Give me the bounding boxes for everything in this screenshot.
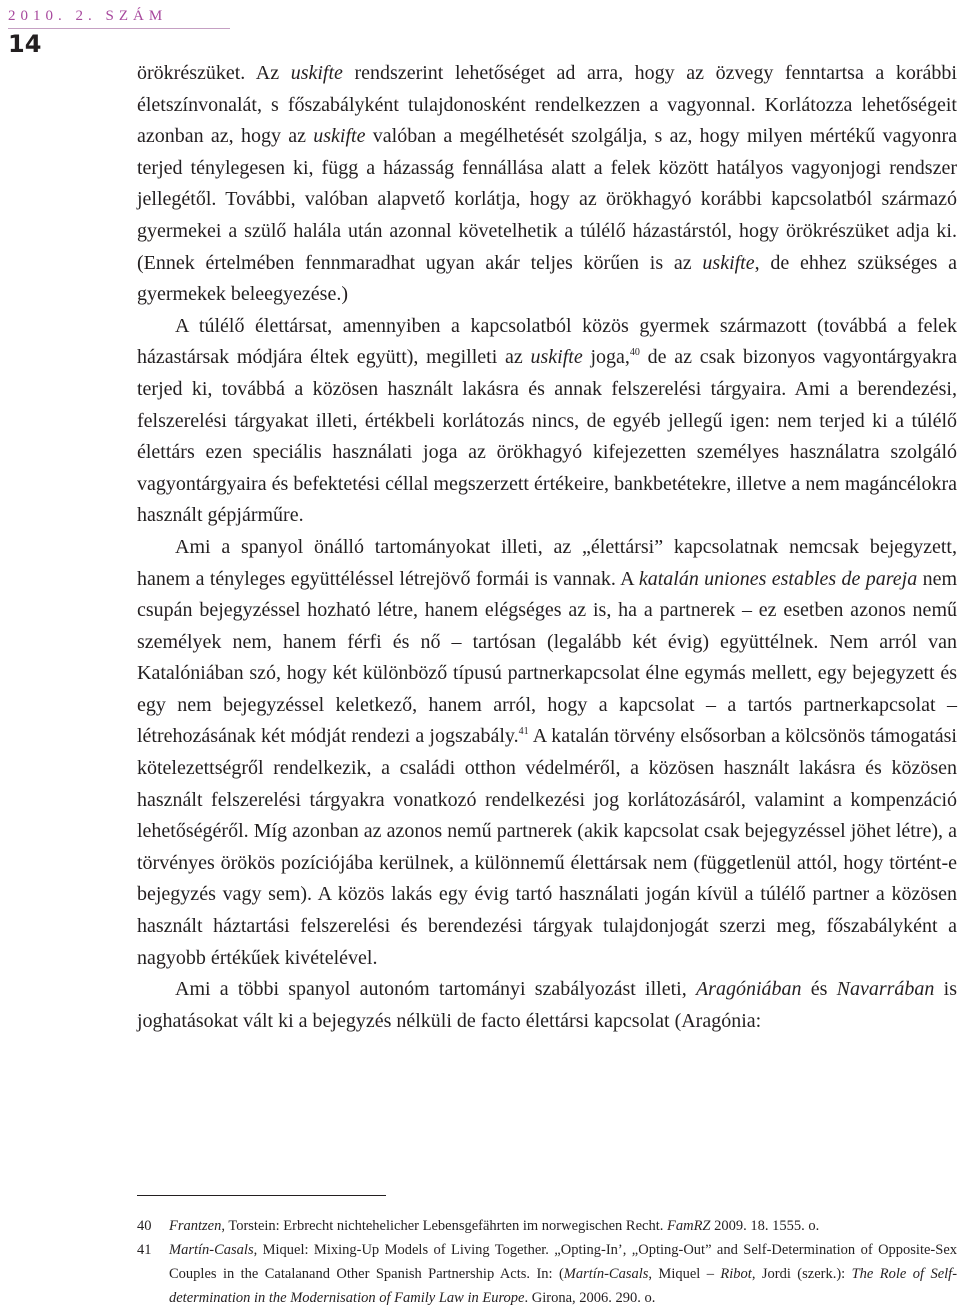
text-span: joga, — [582, 346, 630, 369]
italic-term: Aragóniában — [695, 978, 802, 1001]
page-number: 14 — [8, 30, 42, 58]
italic-term: uskifte — [290, 62, 343, 84]
text-span: Ami a spanyol önálló tartományokat illeti, az „élettársi” kapcsolatnak nemcsak bejegyzett, hanem a tényleges együttéléssel létrejövő formái is vannak. A — [137, 535, 957, 590]
paragraph-3 — [137, 532, 957, 974]
paragraph-1 — [137, 58, 957, 311]
book-title: The Role of Self-determination in the Modernisation of Family Law in Europe — [169, 1266, 958, 1306]
footnote-rule — [137, 1195, 386, 1196]
author-name: Frantzen — [169, 1218, 222, 1234]
text-span: A túlélő élettársat, amennyiben a kapcsolatból közös gyermek származott (továbbá a felek házastársak módjára éltek együtt), megilleti az — [137, 314, 957, 369]
text-span: . Girona, 2006. 290. o. — [524, 1290, 656, 1306]
text-span: rendszerint lehetőséget ad arra, hogy az özvegy fenntartsa a korábbi életszínvonalát, s főszabályként tulajdonosként rendelkezzen a vagyonnal. Korlátozza lehetőségeit azonban az, hogy az — [137, 62, 957, 148]
italic-term: uskifte — [530, 346, 583, 369]
editor-name: Martín-Casals — [563, 1266, 649, 1282]
text-span: valóban a megélhetését szolgálja, s az, hogy milyen mértékű vagyonra terjed ténylegesen ki, függ a házasság fennállása alatt a felek között hatályos vagyonjogi rendszer jellegétől. További, valóban alapvető korlátja, hogy az örökhagyó korábbi kapcsolatból származó gyermekei a szülő halála után azonnal követelhetik a túlélő házastárstól, hogy örökrészüket adja ki. (Ennek értelmében fennmaradhat ugyan akár teljes körűen is az — [137, 125, 957, 274]
text-span: A katalán törvény elsősorban a kölcsönös támogatási kötelezettségről rendelkezik, a családi otthon védelméről, a közösen használt lakásra és közösen használt felszerelési tárgyakra vonatkozó rendelkezési jog korlátozásáról, valamint a kompenzáció lehetőségéről. Míg azonban az azonos nemű partnerek (akik kapcsolat csak bejegyzéssel jöhet létre), a törvényes örökös pozíciójába kerülnek, a különnemű élettársak nem (függetlenül attól, hogy történt-e bejegyzés vagy sem). A közös lakás egy évig tartó használati jogán kívül a túlélő partner a közösen használt háztartási felszerelési és berendezési tárgyak tulajdonjogát szerzi meg, főszabályként a nagyobb értékűek kivételével. — [137, 725, 957, 969]
text-span: 2009. 18. 1555. o. — [710, 1218, 820, 1234]
text-span: Ami a többi spanyol autonóm tartományi szabályozást illeti, — [175, 978, 696, 1001]
issue-label: 2010. 2. SZÁM — [8, 8, 168, 24]
text-span: , Torstein: Erbrecht nichtehelicher Lebensgefährten im norwegischen Recht. — [221, 1218, 667, 1234]
editor-name: Ribot — [720, 1266, 752, 1282]
text-span: is joghatásokat vált ki a bejegyzés nélküli de facto élettársi kapcsolat (Aragónia: — [137, 978, 957, 1032]
footnote-ref-41[interactable]: 41 — [518, 726, 529, 738]
header-rule — [8, 28, 230, 29]
paragraph-4 — [137, 974, 957, 1037]
footnote-number: 40 — [137, 1218, 152, 1234]
paragraph-2 — [137, 311, 957, 532]
italic-term: katalán uniones estables de pareja — [638, 567, 918, 590]
footnote-41 — [137, 1238, 957, 1310]
text-span: és — [801, 978, 837, 1001]
text-span: , de ehhez szükséges a gyermekek beleegyezése.) — [137, 251, 957, 306]
footnote-number: 41 — [137, 1242, 152, 1258]
text-span: nem csupán bejegyzéssel hozható létre, hanem elégséges az is, ha a partnerek – ez esetben azonos nemű személyek nem, hanem férfi és nő – tartósan (legalább két évig) együttélnek. Nem arról van Katalóniában szó, hogy két különböző típusú partnerkapcsolat élne egymás mellett, egy bejegyzett és egy nem bejegyzéssel keletkező, hanem arról, hogy a kapcsolat – a tartós partnerkapcsolat – létrehozásának két módját rendezi a jogszabály. — [137, 567, 957, 748]
journal-name: FamRZ — [667, 1218, 711, 1234]
italic-term: uskifte — [702, 251, 755, 274]
text-span: , Miquel – — [648, 1266, 721, 1282]
italic-term: uskifte — [313, 125, 366, 148]
author-name: Martín-Casals — [169, 1242, 254, 1258]
text-span: de az csak bizonyos vagyontárgyakra terjed ki, továbbá a közösen használt lakásra és annak felszerelési tárgyaira. Ami a berendezési, felszerelési tárgyakat illeti, értékbeli korlátozás nincs, de egyéb jellegű igen: nem terjed ki a túlélő élettárs ezen speciális használati joga az örökhagyó kifejezetten személyes használatra szolgáló vagyontárgyaira és befektetési céllal megszerzett értékeire, bankbetétekre, illetve a nem magáncélokra használt gépjárműre. — [137, 346, 957, 527]
text-span: , Jordi (szerk.): — [751, 1266, 852, 1282]
italic-term: Navarrában — [836, 978, 935, 1001]
running-header — [8, 5, 167, 25]
footnotes — [137, 1214, 957, 1310]
body-text — [137, 58, 957, 1037]
text-span: örökrészüket. Az — [137, 62, 291, 84]
footnote-ref-40[interactable]: 40 — [629, 347, 640, 359]
text-span: , Miquel: Mixing-Up Models of Living Together. „Opting-In’, „Opting-Out” and Self-Determination of Opposite-Sex Couples in the Catalanand Other Spanish Partnership Acts. In: ( — [169, 1242, 957, 1282]
footnote-40 — [137, 1214, 957, 1238]
